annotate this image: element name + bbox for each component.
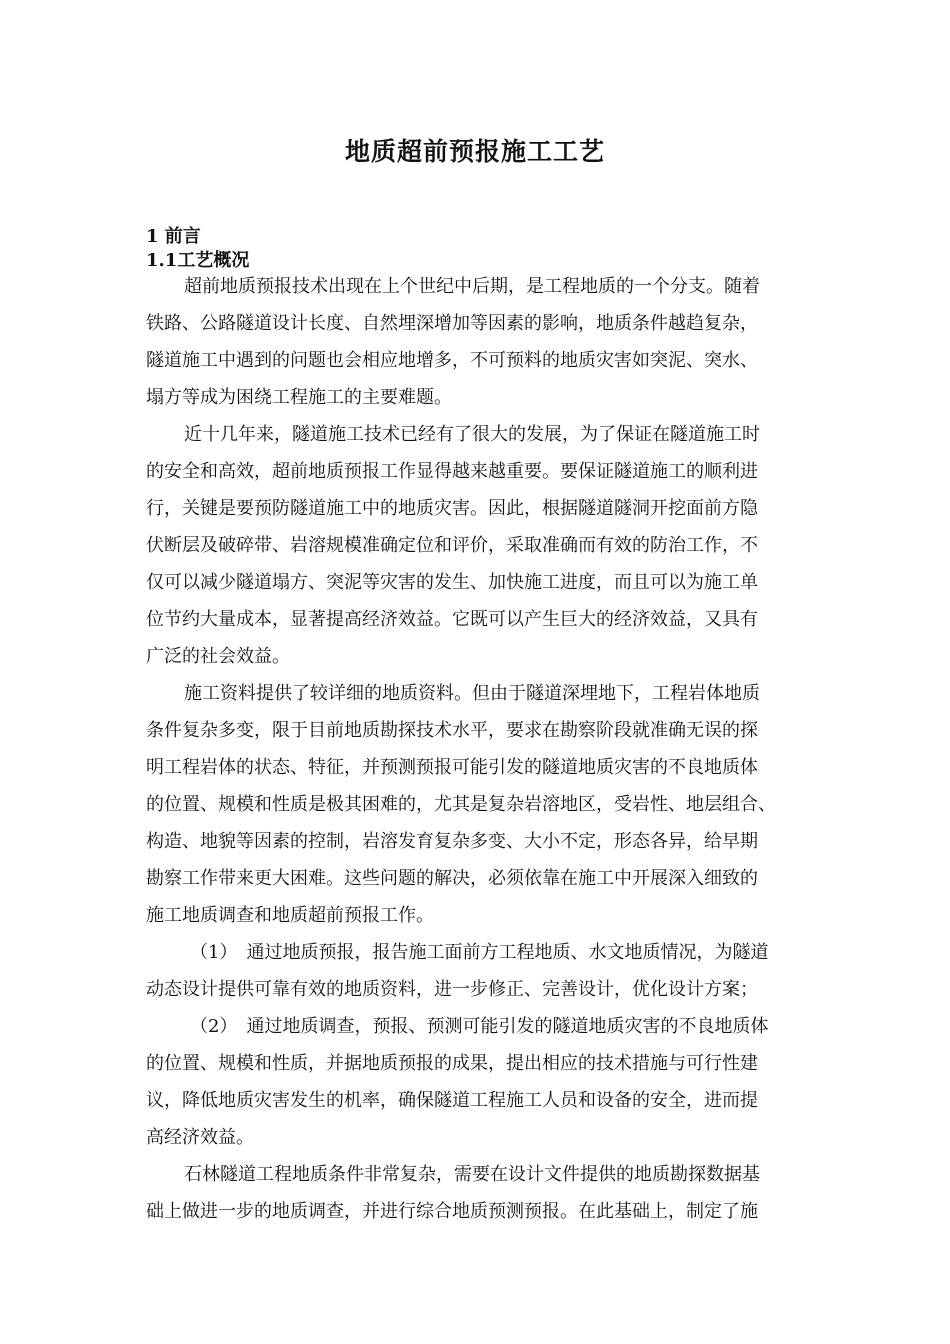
paragraph-line: 明工程岩体的状态、特征，并预测预报可能引发的隧道地质灾害的不良地质体 [146, 757, 758, 778]
list-item-line: （1） 通过地质预报，报告施工面前方工程地质、水文地质情况，为隧道 [190, 942, 769, 963]
paragraph-line: 施工资料提供了较详细的地质资料。但由于隧道深埋地下，工程岩体地质 [184, 683, 760, 704]
paragraph-line: 伏断层及破碎带、岩溶规模准确定位和评价，采取准确而有效的防治工作，不 [146, 535, 758, 556]
paragraph-line: 隧道施工中遇到的问题也会相应地增多，不可预料的地质灾害如突泥、突水、 [146, 350, 758, 371]
list-item-line: 议，降低地质灾害发生的机率，确保隧道工程施工人员和设备的安全，进而提 [146, 1090, 758, 1111]
paragraph-line: 的位置、规模和性质是极其困难的，尤其是复杂岩溶地区，受岩性、地层组合、 [146, 794, 776, 815]
list-item-line: 高经济效益。 [146, 1127, 254, 1148]
list-item-line: （2） 通过地质调查，预报、预测可能引发的隧道地质灾害的不良地质体 [190, 1016, 769, 1037]
paragraph-line: 超前地质预报技术出现在上个世纪中后期，是工程地质的一个分支。随着 [184, 276, 760, 297]
paragraph-line: 构造、地貌等因素的控制，岩溶发育复杂多变、大小不定，形态各异，给早期 [146, 831, 758, 852]
section-heading-1-1: 1.1工艺概况 [146, 250, 250, 271]
paragraph-line: 勘察工作带来更大困难。这些问题的解决，必须依靠在施工中开展深入细致的 [146, 868, 758, 889]
paragraph-line: 行，关键是要预防隧道施工中的地质灾害。因此，根据隧道隧洞开挖面前方隐 [146, 498, 758, 519]
paragraph-line: 条件复杂多变，限于目前地质勘探技术水平，要求在勘察阶段就准确无误的探 [146, 720, 758, 741]
paragraph-line: 广泛的社会效益。 [146, 646, 290, 667]
paragraph-line: 近十几年来，隧道施工技术已经有了很大的发展，为了保证在隧道施工时 [184, 424, 760, 445]
paragraph-line: 塌方等成为困绕工程施工的主要难题。 [146, 387, 452, 408]
paragraph-line: 的安全和高效，超前地质预报工作显得越来越重要。要保证隧道施工的顺利进 [146, 461, 758, 482]
list-item-line: 动态设计提供可靠有效的地质资料，进一步修正、完善设计，优化设计方案； [146, 979, 758, 1000]
paragraph-line: 石林隧道工程地质条件非常复杂，需要在设计文件提供的地质勘探数据基 [184, 1164, 760, 1185]
paragraph-line: 仅可以减少隧道塌方、突泥等灾害的发生、加快施工进度，而且可以为施工单 [146, 572, 758, 593]
list-item-line: 的位置、规模和性质，并据地质预报的成果，提出相应的技术措施与可行性建 [146, 1053, 758, 1074]
paragraph-line: 施工地质调查和地质超前预报工作。 [146, 905, 434, 926]
paragraph-line: 础上做进一步的地质调查，并进行综合地质预测预报。在此基础上，制定了施 [146, 1201, 758, 1222]
paragraph-line: 铁路、公路隧道设计长度、自然埋深增加等因素的影响，地质条件越趋复杂， [146, 313, 758, 334]
section-heading-1: 1 前言 [146, 226, 201, 247]
document-title: 地质超前预报施工工艺 [344, 137, 605, 166]
paragraph-line: 位节约大量成本，显著提高经济效益。它既可以产生巨大的经济效益，又具有 [146, 609, 758, 630]
